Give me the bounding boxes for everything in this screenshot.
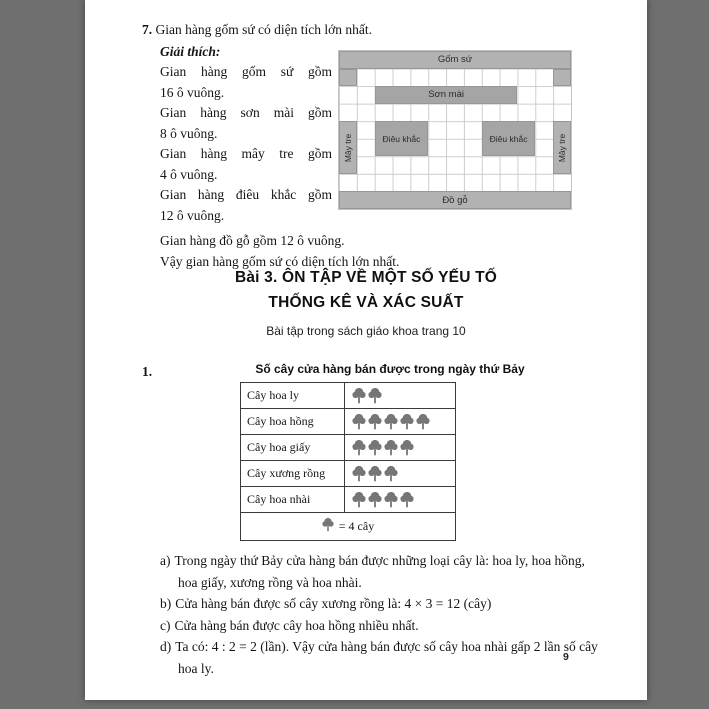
explanation-line: 4 ô vuông. (160, 166, 218, 182)
tree-icon (400, 491, 414, 508)
tree-icon (368, 439, 382, 456)
explanation-line: Gian hàng sơn mài gồm (160, 105, 332, 120)
problem-7-body (142, 42, 634, 230)
row-icons (345, 383, 455, 408)
pictograph-row (241, 408, 455, 434)
pictograph-legend (241, 512, 455, 540)
row-icons (345, 435, 455, 460)
answer-marker: c) (160, 617, 171, 633)
stall-label: Mây tre (557, 133, 568, 162)
problem-7-number: 7. (142, 22, 153, 37)
tree-icon (368, 413, 382, 430)
tree-icon (384, 491, 398, 508)
stall-label: Gốm sứ (437, 54, 473, 66)
row-label: Cây hoa giấy (241, 435, 345, 460)
pictograph-body (241, 383, 455, 512)
tree-icon (368, 465, 382, 482)
tree-icon (352, 387, 366, 404)
row-icons (345, 487, 455, 512)
stall-label: Sơn mài (428, 89, 464, 101)
lesson-title-line1: Bài 3. ÔN TẬP VỀ MỘT SỐ YẾU TỐ (234, 269, 498, 286)
diagram-cell-left (339, 69, 357, 87)
row-label: Cây hoa hồng (241, 409, 345, 434)
answer-b (160, 593, 602, 615)
stall-may-tre-left (339, 121, 357, 174)
stall-label: Mây tre (342, 133, 353, 162)
lesson-3-header (85, 265, 647, 338)
pictograph-title: Số cây cửa hàng bán được trong ngày thứ Bảy (255, 362, 525, 376)
closing-line: Vậy gian hàng gốm sứ có diện tích lớn nhất. (160, 254, 400, 269)
answer-text: Cửa hàng bán được cây hoa hồng nhiều nhất. (174, 617, 419, 633)
stall-dieu-khac-left (375, 121, 429, 156)
answer-list (160, 550, 602, 679)
answer-marker: d) (160, 639, 172, 654)
problem-7 (142, 20, 634, 272)
answer-marker: a) (160, 553, 171, 568)
stall-do-go (339, 191, 571, 209)
problem-7-explanation (160, 42, 332, 226)
pictograph (142, 362, 620, 541)
stall-label: Điêu khắc (382, 133, 421, 144)
tree-icon (368, 491, 382, 508)
explanation-line: 16 ô vuông. (160, 84, 225, 100)
pictograph-row (241, 486, 455, 512)
explain-label: Giải thích: (160, 44, 221, 59)
problem-7-statement (142, 20, 634, 40)
diagram-cell-right (553, 69, 571, 87)
answer-c (160, 615, 602, 637)
row-label: Cây hoa nhài (241, 487, 345, 512)
answer-text: Trong ngày thứ Bảy cửa hàng bán được những loại cây là: hoa ly, hoa hồng, hoa giấy, xương rồng và hoa nhài. (174, 553, 585, 590)
legend-tree-slot (322, 517, 334, 536)
explanation-line: 8 ô vuông. (160, 125, 218, 141)
pictograph-row (241, 383, 455, 408)
problem-7-answer-text: Gian hàng gốm sứ có diện tích lớn nhất. (155, 22, 373, 37)
legend-text: = 4 cây (338, 519, 375, 533)
explanation-line: Gian hàng điêu khắc gồm (160, 187, 332, 202)
pictograph-row (241, 434, 455, 460)
row-icons (345, 409, 455, 434)
explanation-line: 12 ô vuông. (160, 207, 225, 223)
stall-may-tre-right (553, 121, 571, 174)
pictograph-row (241, 460, 455, 486)
floor-plan-diagram (338, 50, 572, 210)
stall-label: Điêu khắc (489, 133, 528, 144)
tree-icon (400, 439, 414, 456)
problem-1-number: 1. (142, 364, 153, 379)
stall-dieu-khac-right (482, 121, 536, 156)
tree-icon (352, 491, 366, 508)
tree-icon (322, 517, 334, 532)
row-icons (345, 461, 455, 486)
lesson-subtitle: Bài tập trong sách giáo khoa trang 10 (266, 324, 466, 338)
lesson-title-line2: THỐNG KÊ VÀ XÁC SUẤT (268, 294, 464, 311)
answer-d (160, 636, 602, 679)
tree-icon (352, 413, 366, 430)
page-number: 9 (563, 651, 569, 663)
answer-text: Ta có: 4 : 2 = 2 (lần). Vậy cửa hàng bán được số cây hoa nhài gấp 2 lần số cây hoa ly. (175, 639, 598, 676)
p7-left-lines (160, 62, 332, 226)
tree-icon (384, 465, 398, 482)
answer-a (160, 550, 602, 593)
row-label: Cây xương rồng (241, 461, 345, 486)
explanation-line: Gian hàng gốm sứ gồm (160, 64, 332, 79)
tree-icon (384, 413, 398, 430)
tree-icon (368, 387, 382, 404)
problem-1 (142, 362, 620, 679)
tree-icon (400, 413, 414, 430)
book-page (85, 0, 647, 700)
answer-marker: b) (160, 596, 172, 611)
tree-icon (352, 465, 366, 482)
pictograph-table (240, 382, 456, 541)
explanation-line: Gian hàng mây tre gồm (160, 146, 332, 161)
stall-son-mai (375, 86, 518, 104)
stall-label: Đồ gỗ (442, 194, 468, 206)
tree-icon (416, 413, 430, 430)
answer-text: Cửa hàng bán được số cây xương rồng là: 4 × 3 = 12 (cây) (175, 596, 492, 611)
tree-icon (352, 439, 366, 456)
closing-line: Gian hàng đồ gỗ gồm 12 ô vuông. (160, 233, 345, 248)
tree-icon (384, 439, 398, 456)
stall-gom-su (339, 51, 571, 69)
row-label: Cây hoa ly (241, 383, 345, 408)
